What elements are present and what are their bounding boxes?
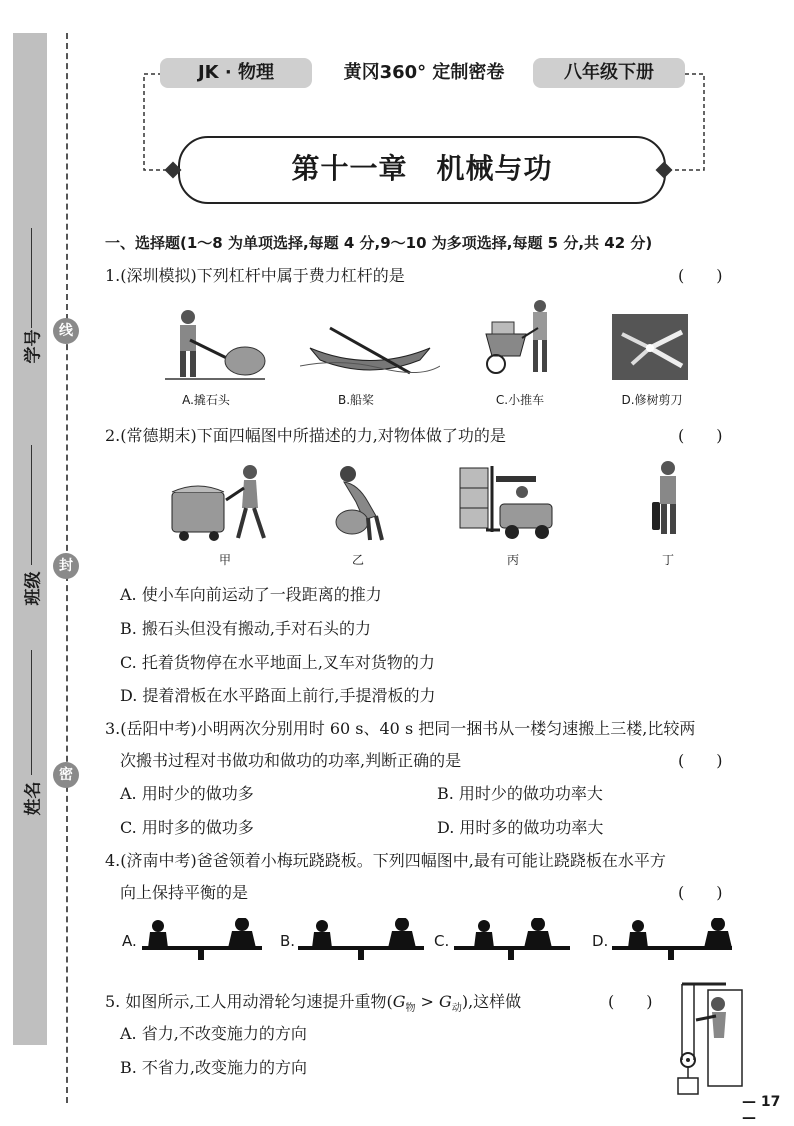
q5-image-movable-pulley: [664, 980, 748, 1104]
q2-image-jia-pushing-cart: [168, 462, 280, 544]
q5-option-b[interactable]: B. 不省力,改变施力的方向: [120, 1058, 308, 1077]
name-label: 姓名: [23, 781, 44, 816]
q3-option-b[interactable]: B. 用时少的做功功率大: [437, 784, 603, 803]
q5-stem-suffix: ),这样做: [461, 992, 522, 1011]
q2-option-a[interactable]: A. 使小车向前运动了一段距离的推力: [120, 585, 382, 604]
q1-image-c-wheelbarrow: [478, 298, 568, 380]
q5-answer-blank[interactable]: ( ): [608, 992, 653, 1011]
q4-answer-blank[interactable]: ( ): [678, 883, 723, 902]
name-field[interactable]: [31, 650, 32, 775]
q1-image-b-oar: [300, 318, 440, 378]
q2-option-d[interactable]: D. 提着滑板在水平路面上前行,手提滑板的力: [120, 686, 436, 705]
q4-image-b-seesaw: [294, 918, 428, 962]
seal-line-mark: 线: [53, 318, 79, 344]
q5-stem: [105, 989, 521, 1014]
subject-badge: JK · 物理: [160, 58, 312, 88]
q5-g-object-sub: 物: [405, 1003, 416, 1015]
q1-image-a-prying-rock: [160, 305, 270, 385]
seal-seal-mark: 封: [53, 553, 79, 579]
page-number: — 17 —: [742, 1094, 781, 1126]
q5-stem-prefix: 5. 如图所示,工人用动滑轮匀速提升重物(: [105, 992, 393, 1011]
q3-stem-line2: 次搬书过程对书做功和做功的功率,判断正确的是: [120, 751, 462, 770]
q2-caption-yi: 乙: [351, 553, 364, 567]
q5-g-dynamic-sub: 动: [451, 1003, 462, 1015]
student-id-field[interactable]: [31, 228, 32, 328]
q1-caption-a: A.撬石头: [182, 393, 230, 407]
section-heading: 一、选择题(1～8 为单项选择,每题 4 分,9～10 为多项选择,每题 5 分,共 42 分): [105, 234, 653, 252]
q3-answer-blank[interactable]: ( ): [678, 751, 723, 770]
q4-option-label-a[interactable]: A.: [122, 932, 137, 950]
q1-caption-c: C.小推车: [495, 393, 545, 407]
q5-g-object: G: [392, 992, 406, 1011]
q2-image-ding-carrying-skateboard: [646, 458, 690, 542]
q4-option-label-c[interactable]: C.: [434, 932, 450, 950]
chapter-title: 第十一章 机械与功: [291, 152, 553, 185]
q2-answer-blank[interactable]: ( ): [678, 426, 723, 445]
q2-option-c[interactable]: C. 托着货物停在水平地面上,叉车对货物的力: [120, 653, 435, 672]
q4-option-label-b[interactable]: B.: [280, 932, 296, 950]
q3-option-d[interactable]: D. 用时多的做功功率大: [437, 818, 604, 837]
q2-stem: 2.(常德期末)下面四幅图中所描述的力,对物体做了功的是: [105, 426, 506, 445]
q1-stem: 1.(深圳模拟)下列杠杆中属于费力杠杆的是: [105, 266, 405, 285]
q1-caption-b: B.船桨: [337, 393, 375, 407]
series-title: 黄冈360° 定制密卷: [343, 62, 505, 83]
q2-caption-ding: 丁: [661, 553, 674, 567]
q2-caption-jia: 甲: [218, 553, 231, 567]
binding-strip: [13, 33, 47, 1045]
student-id-label: 学号: [23, 329, 44, 364]
q3-stem-line1: 3.(岳阳中考)小明两次分别用时 60 s、40 s 把同一捆书从一楼匀速搬上三楼,比较两: [105, 719, 696, 738]
q1-image-d-pruning-shears: [612, 314, 688, 380]
class-label: 班级: [23, 571, 44, 606]
q4-image-c-seesaw: [450, 918, 574, 962]
q4-image-a-seesaw: [138, 918, 266, 962]
q2-image-yi-lifting-rock: [318, 462, 398, 544]
q5-option-a[interactable]: A. 省力,不改变施力的方向: [120, 1024, 307, 1043]
q5-g-dynamic: G: [439, 992, 452, 1011]
q4-option-label-d[interactable]: D.: [592, 932, 609, 950]
q2-option-b[interactable]: B. 搬石头但没有搬动,手对石头的力: [120, 619, 372, 638]
q4-stem-line1: 4.(济南中考)爸爸领着小梅玩跷跷板。下列四幅图中,最有可能让跷跷板在水平方: [105, 851, 666, 870]
seal-dense-mark: 密: [53, 762, 79, 788]
q4-image-d-seesaw: [608, 918, 736, 962]
q3-option-c[interactable]: C. 用时多的做功多: [120, 818, 254, 837]
q3-option-a[interactable]: A. 用时少的做功多: [120, 784, 254, 803]
q1-caption-d: D.修树剪刀: [621, 393, 683, 407]
q5-greater-than: >: [415, 992, 440, 1011]
q2-caption-bing: 丙: [506, 553, 519, 567]
q4-stem-line2: 向上保持平衡的是: [120, 883, 249, 902]
class-field[interactable]: [31, 445, 32, 565]
q1-answer-blank[interactable]: ( ): [678, 266, 723, 285]
q2-image-bing-forklift: [456, 464, 558, 542]
grade-badge: 八年级下册: [533, 58, 685, 88]
